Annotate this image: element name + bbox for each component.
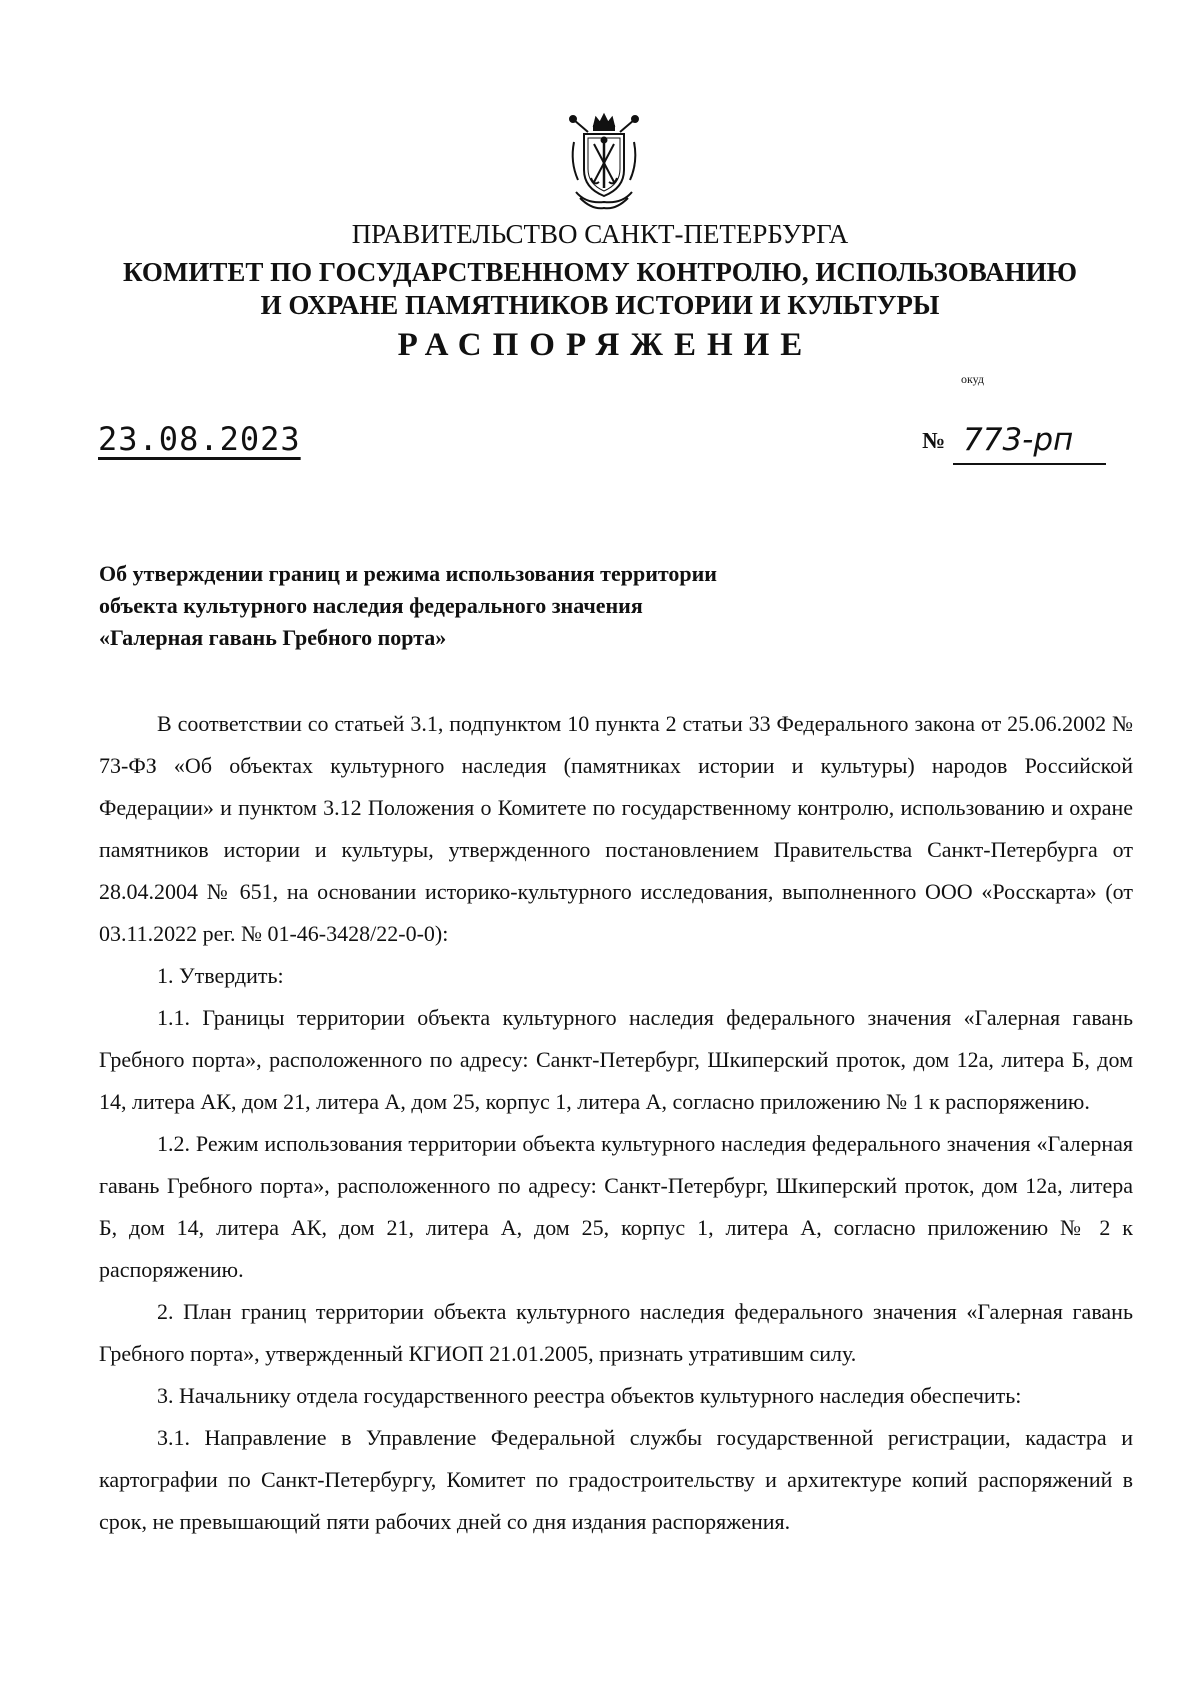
committee-name-line2: И ОХРАНЕ ПАМЯТНИКОВ ИСТОРИИ И КУЛЬТУРЫ — [260, 290, 940, 320]
document-body — [99, 703, 1133, 1543]
number-sign: № — [922, 428, 946, 453]
okud-label: окуд — [961, 372, 985, 386]
subject-line-1: Об утверждении границ и режима использования территории — [99, 561, 717, 586]
coat-of-arms-icon — [566, 112, 642, 212]
clause-2: 2. План границ территории объекта культурного наследия федерального значения «Галерная гавань Гребного порта», утвержденный КГИОП 21.01.2005, признать утратившим силу. — [99, 1299, 1133, 1366]
government-name: ПРАВИТЕЛЬСТВО САНКТ-ПЕТЕРБУРГА — [351, 219, 849, 249]
clause-1-1: 1.1. Границы территории объекта культурного наследия федерального значения «Галерная гавань Гребного порта», расположенного по адресу: Санкт-Петербург, Шкиперский проток, дом 12а, литера Б, дом 14, литера АК, дом 21, литера А, дом 25, корпус 1, литера А, согласно приложению № 1 к распоряжению. — [99, 1005, 1133, 1114]
number-underline — [953, 463, 1106, 465]
preamble-paragraph: В соответствии со статьей 3.1, подпунктом 10 пункта 2 статьи 33 Федерального закона от 25.06.2002 № 73-ФЗ «Об объектах культурного наследия (памятниках истории и культуры) народов Российской Федерации» и пунктом 3.12 Положения о Комитете по государственному контролю, использованию и охране памятников истории и культуры, утвержденного постановлением Правительства Санкт-Петербурга от 28.04.2004 № 651, на основании историко-культурного исследования, выполненного ООО «Росскарта» (от 03.11.2022 рег. № 01-46-3428/22-0-0): — [99, 711, 1133, 946]
document-number: 773-рп — [963, 422, 1074, 458]
clause-3: 3. Начальнику отдела государственного реестра объектов культурного наследия обеспечить: — [157, 1383, 1022, 1408]
committee-name-line1: КОМИТЕТ ПО ГОСУДАРСТВЕННОМУ КОНТРОЛЮ, ИСПОЛЬЗОВАНИЮ — [123, 257, 1077, 287]
subject-line-2: объекта культурного наследия федерального значения — [99, 593, 643, 618]
subject-line-3: «Галерная гавань Гребного порта» — [99, 625, 447, 650]
document-type-title: РАСПОРЯЖЕНИЕ — [397, 327, 814, 363]
clause-1: 1. Утвердить: — [157, 963, 284, 988]
document-subject — [99, 558, 717, 654]
clause-3-1: 3.1. Направление в Управление Федеральной службы государственной регистрации, кадастра и картографии по Санкт-Петербургу, Комитет по градостроительству и архитектуре копий распоряжений в срок, не превышающий пяти рабочих дней со дня издания распоряжения. — [99, 1425, 1133, 1534]
clause-1-2: 1.2. Режим использования территории объекта культурного наследия федерального значения «Галерная гавань Гребного порта», расположенного по адресу: Санкт-Петербург, Шкиперский проток, дом 12а, литера Б, дом 14, литера АК, дом 21, литера А, дом 25, корпус 1, литера А, согласно приложению № 2 к распоряжению. — [99, 1131, 1133, 1282]
document-date: 23.08.2023 — [98, 420, 301, 458]
